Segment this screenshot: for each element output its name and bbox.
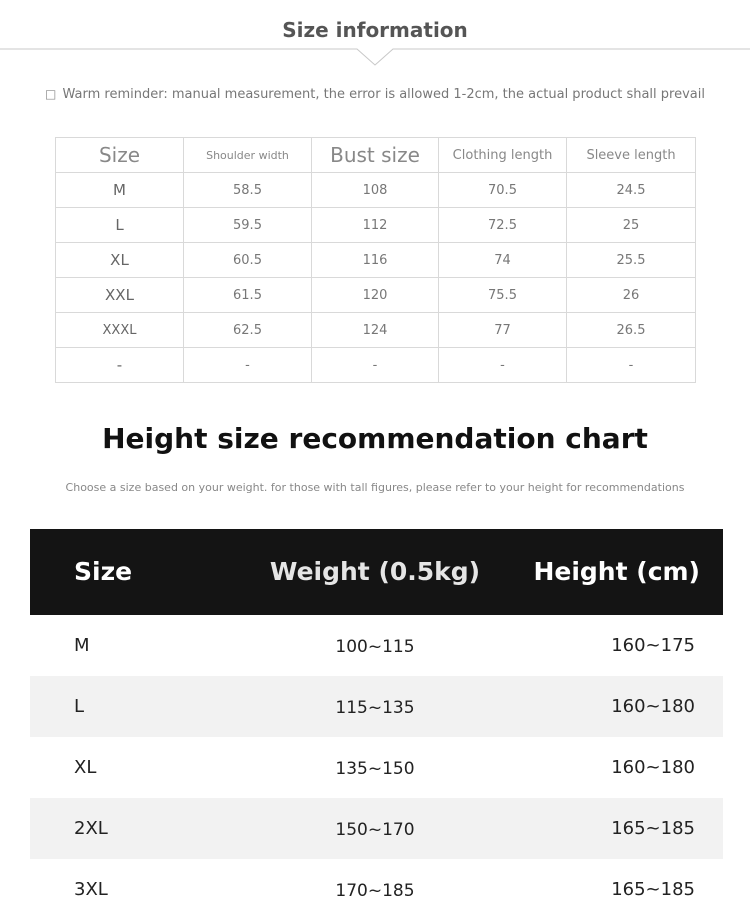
size-table-header: Size (56, 138, 184, 173)
table-cell: 108 (312, 173, 439, 208)
table-cell: 25 (567, 208, 696, 243)
table-cell: 59.5 (184, 208, 312, 243)
table-row (30, 676, 723, 737)
table-row (30, 615, 723, 676)
table-cell: 160~180 (611, 696, 695, 717)
recommendation-title: Height size recommendation chart (102, 422, 648, 455)
table-cell: 24.5 (567, 173, 696, 208)
table-cell: 25.5 (567, 243, 696, 278)
table-cell: XXXL (56, 313, 184, 348)
table-cell: - (312, 348, 439, 383)
table-cell: - (567, 348, 696, 383)
table-cell: - (184, 348, 312, 383)
table-cell: 165~185 (611, 879, 695, 900)
table-cell: 116 (312, 243, 439, 278)
table-row (30, 859, 723, 920)
table-cell: L (74, 696, 85, 717)
table-cell: - (56, 348, 184, 383)
table-cell: 135~150 (335, 759, 415, 779)
check-icon: □ (45, 87, 57, 101)
table-cell: 75.5 (439, 278, 567, 313)
table-cell: M (74, 635, 90, 656)
size-table-header: Sleeve length (567, 138, 696, 173)
table-cell: 112 (312, 208, 439, 243)
table-cell: 60.5 (184, 243, 312, 278)
size-table-header: Bust size (312, 138, 439, 173)
recommendation-header: Height (cm) (533, 557, 700, 586)
recommendation-header: Size (74, 557, 133, 586)
table-cell: 61.5 (184, 278, 312, 313)
table-cell: XL (56, 243, 184, 278)
table-row (30, 798, 723, 859)
size-table (55, 137, 696, 383)
size-table-header: Shoulder width (184, 138, 312, 173)
table-cell: 2XL (74, 818, 108, 839)
table-cell: 124 (312, 313, 439, 348)
table-cell: XL (74, 757, 97, 778)
table-cell: 70.5 (439, 173, 567, 208)
size-table-header: Clothing length (439, 138, 567, 173)
table-cell: 120 (312, 278, 439, 313)
recommendation-table (30, 529, 723, 920)
page-title: Size information (282, 18, 468, 42)
table-cell: 100~115 (335, 637, 415, 657)
table-cell: M (56, 173, 184, 208)
table-cell: 77 (439, 313, 567, 348)
table-cell: L (56, 208, 184, 243)
table-cell: 72.5 (439, 208, 567, 243)
table-cell: XXL (56, 278, 184, 313)
table-row (30, 737, 723, 798)
table-cell: 160~175 (611, 635, 695, 656)
warm-reminder (0, 87, 750, 102)
table-cell: - (439, 348, 567, 383)
recommendation-header-row (30, 529, 723, 615)
table-cell: 62.5 (184, 313, 312, 348)
table-cell: 150~170 (335, 820, 415, 840)
table-row (56, 278, 696, 313)
table-cell: 115~135 (335, 698, 415, 718)
table-row (56, 208, 696, 243)
table-cell: 160~180 (611, 757, 695, 778)
table-cell: 26 (567, 278, 696, 313)
table-row (56, 313, 696, 348)
recommendation-header: Weight (0.5kg) (269, 557, 481, 586)
recommendation-subtitle: Choose a size based on your weight. for those with tall figures, please refer to your height for recommendations (65, 481, 685, 494)
header (0, 0, 750, 70)
table-cell: 165~185 (611, 818, 695, 839)
table-cell: 74 (439, 243, 567, 278)
table-row (56, 173, 696, 208)
table-row (56, 243, 696, 278)
table-cell: 58.5 (184, 173, 312, 208)
table-row (56, 348, 696, 383)
size-table-header-row (56, 138, 696, 173)
table-cell: 26.5 (567, 313, 696, 348)
reminder-text: Warm reminder: manual measurement, the error is allowed 1-2cm, the actual product shall prevail (62, 87, 705, 102)
table-cell: 3XL (74, 879, 108, 900)
table-cell: 170~185 (335, 881, 415, 901)
